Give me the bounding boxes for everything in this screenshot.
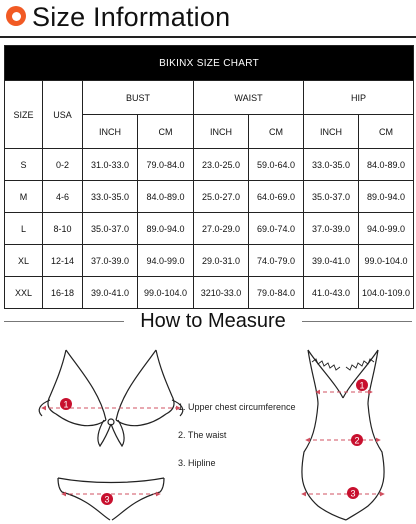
marker-number: 3: [104, 494, 110, 505]
unit-header: INCH: [194, 115, 249, 149]
measurement-cell: 31.0-33.0: [83, 149, 138, 181]
marker-badge: [351, 434, 363, 446]
measurement-cell: 3210-33.0: [194, 277, 249, 309]
section-title: How to Measure: [140, 310, 286, 332]
usa-size-cell: 8-10: [43, 213, 83, 245]
page-title: Size Information: [32, 2, 231, 32]
unit-header: CM: [138, 115, 194, 149]
marker-number: 1: [359, 380, 365, 391]
measurement-cell: 37.0-39.0: [83, 245, 138, 277]
table-title: BIKINX SIZE CHART: [5, 46, 414, 81]
usa-size-cell: 4-6: [43, 181, 83, 213]
size-label-cell: S: [5, 149, 43, 181]
size-label-cell: M: [5, 181, 43, 213]
usa-size-cell: 12-14: [43, 245, 83, 277]
measurement-cell: 79.0-84.0: [138, 149, 194, 181]
measurement-cell: 33.0-35.0: [304, 149, 359, 181]
unit-header: CM: [249, 115, 304, 149]
measurement-cell: 104.0-109.0: [359, 277, 414, 309]
waist-group-header: WAIST: [194, 81, 304, 115]
marker-badge: [60, 398, 72, 410]
measurement-cell: 84.0-89.0: [359, 149, 414, 181]
measurement-cell: 27.0-29.0: [194, 213, 249, 245]
measurement-cell: 84.0-89.0: [138, 181, 194, 213]
measurement-cell: 39.0-41.0: [304, 245, 359, 277]
usa-size-cell: 16-18: [43, 277, 83, 309]
measurement-cell: 35.0-37.0: [304, 181, 359, 213]
usa-size-cell: 0-2: [43, 149, 83, 181]
usa-column-header: USA: [43, 81, 83, 149]
measurement-cell: 23.0-25.0: [194, 149, 249, 181]
size-column-header: SIZE: [5, 81, 43, 149]
bra-top-illustration: [39, 350, 183, 446]
marker-number: 2: [354, 435, 360, 446]
legend-item-hip: 3. Hipline: [178, 458, 216, 468]
size-label-cell: XL: [5, 245, 43, 277]
swimsuit-illustration: [302, 350, 384, 520]
size-label-cell: XXL: [5, 277, 43, 309]
marker-number: 3: [350, 488, 356, 499]
measurement-cell: 37.0-39.0: [304, 213, 359, 245]
measurement-cell: 94.0-99.0: [359, 213, 414, 245]
size-label-cell: L: [5, 213, 43, 245]
unit-header: CM: [359, 115, 414, 149]
marker-badge: [101, 493, 113, 505]
measurement-cell: 41.0-43.0: [304, 277, 359, 309]
measurement-cell: 79.0-84.0: [249, 277, 304, 309]
measurement-cell: 25.0-27.0: [194, 181, 249, 213]
measurement-cell: 99.0-104.0: [138, 277, 194, 309]
legend-item-waist: 2. The waist: [178, 430, 227, 440]
legend-item-chest: 1. Upper chest circumference: [178, 402, 296, 412]
marker-number: 1: [63, 399, 69, 410]
marker-badge: [347, 487, 359, 499]
marker-badge: [356, 379, 368, 391]
measurement-cell: 33.0-35.0: [83, 181, 138, 213]
measurement-cell: 94.0-99.0: [138, 245, 194, 277]
measurement-cell: 99.0-104.0: [359, 245, 414, 277]
measurement-cell: 69.0-74.0: [249, 213, 304, 245]
measurement-cell: 74.0-79.0: [249, 245, 304, 277]
measurement-cell: 35.0-37.0: [83, 213, 138, 245]
measurement-cell: 39.0-41.0: [83, 277, 138, 309]
measurement-cell: 89.0-94.0: [359, 181, 414, 213]
measurement-cell: 59.0-64.0: [249, 149, 304, 181]
measurement-cell: 29.0-31.0: [194, 245, 249, 277]
unit-header: INCH: [304, 115, 359, 149]
hip-group-header: HIP: [304, 81, 414, 115]
measurement-cell: 64.0-69.0: [249, 181, 304, 213]
unit-header: INCH: [83, 115, 138, 149]
bust-group-header: BUST: [83, 81, 194, 115]
measurement-cell: 89.0-94.0: [138, 213, 194, 245]
